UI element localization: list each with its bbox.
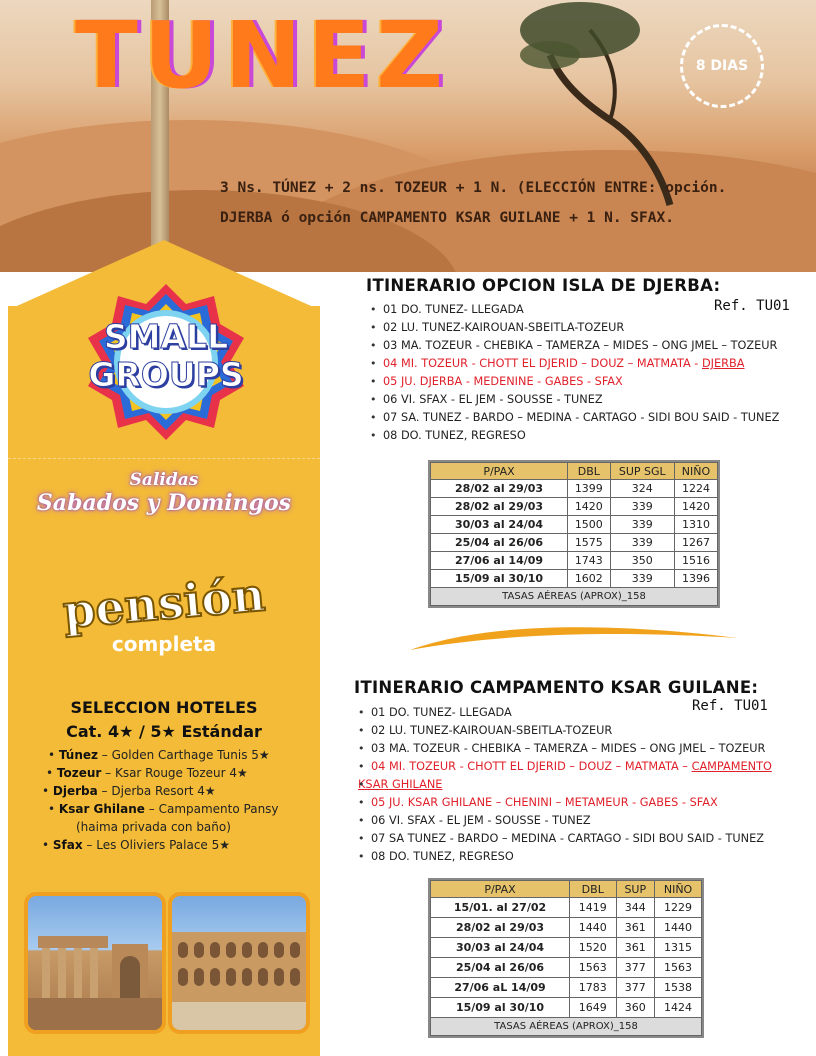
taxes-cell: TASAS AÉREAS (APROX)_158 bbox=[431, 1018, 702, 1036]
price-cell: 1396 bbox=[674, 570, 717, 588]
table-row bbox=[431, 978, 702, 998]
itinerary-day: • 07 SA. TUNEZ - BARDO – MEDINA - CARTAGO - SIDI BOU SAID - TUNEZ bbox=[370, 409, 779, 427]
price-cell: 339 bbox=[610, 516, 674, 534]
table-row bbox=[431, 534, 718, 552]
hotel-city: Ksar Ghilane bbox=[58, 802, 145, 816]
price-cell: 1575 bbox=[568, 534, 611, 552]
price-cell: 350 bbox=[610, 552, 674, 570]
period-cell: 25/04 al 26/06 bbox=[431, 534, 568, 552]
price-cell: 324 bbox=[610, 480, 674, 498]
hotel-city: Túnez bbox=[58, 748, 98, 762]
price-cell: 339 bbox=[610, 498, 674, 516]
itinerary-day: • 02 LU. TUNEZ-KAIROUAN-SBEITLA-TOZEUR bbox=[370, 319, 779, 337]
col-header: P/PAX bbox=[431, 463, 568, 480]
price-cell: 1419 bbox=[570, 898, 617, 918]
itinerary-day-highlight bbox=[358, 758, 772, 776]
panel-divider bbox=[8, 458, 320, 459]
logo-text bbox=[86, 318, 246, 394]
board-subtitle: completa bbox=[111, 632, 217, 656]
hero-banner bbox=[0, 0, 816, 272]
itinerary-day: • 02 LU. TUNEZ-KAIROUAN-SBEITLA-TOZEUR bbox=[358, 722, 772, 740]
period-cell: 30/03 al 24/04 bbox=[431, 516, 568, 534]
hotel-city: Sfax bbox=[52, 838, 83, 852]
table-footer-row bbox=[431, 588, 718, 606]
itinerary-day: • 03 MA. TOZEUR - CHEBIKA – TAMERZA – MIDES – ONG JMEL – TOZEUR bbox=[358, 740, 772, 758]
price-cell: 1229 bbox=[655, 898, 702, 918]
price-cell: 1310 bbox=[674, 516, 717, 534]
itinerary-day: • 03 MA. TOZEUR - CHEBIKA – TAMERZA – MIDES – ONG JMEL – TOZEUR bbox=[370, 337, 779, 355]
board-title: pensión bbox=[60, 567, 268, 639]
itinerary-day-destination: DJERBA bbox=[701, 357, 745, 370]
price-cell: 1440 bbox=[570, 918, 617, 938]
price-cell: 1743 bbox=[568, 552, 611, 570]
hotel-city: Djerba bbox=[52, 784, 98, 798]
table-row bbox=[431, 998, 702, 1018]
table-row bbox=[431, 958, 702, 978]
ksar-itinerary-list bbox=[358, 704, 772, 866]
logo-line-2: GROUPS bbox=[88, 355, 244, 394]
itinerary-day-text: 04 MI. TOZEUR - CHOTT EL DJERID – DOUZ – MATMATA - bbox=[383, 357, 702, 370]
price-cell: 1267 bbox=[674, 534, 717, 552]
hotels-category: Cat. 4★ / 5★ Estándar bbox=[66, 722, 262, 741]
table-row bbox=[431, 552, 718, 570]
price-cell: 1538 bbox=[655, 978, 702, 998]
hotel-name: – Les Oliviers Palace 5★ bbox=[82, 838, 231, 852]
period-cell: 27/06 al 14/09 bbox=[431, 552, 568, 570]
djerba-heading: ITINERARIO OPCION ISLA DE DJERBA: bbox=[366, 276, 721, 295]
itinerary-day: • 01 DO. TUNEZ- LLEGADA bbox=[358, 704, 772, 722]
price-cell: 339 bbox=[610, 534, 674, 552]
ksar-ref: Ref. TU01 bbox=[692, 698, 768, 714]
price-cell: 377 bbox=[616, 978, 655, 998]
colosseum-icon bbox=[172, 896, 306, 1030]
table-row bbox=[431, 480, 718, 498]
price-cell: 1520 bbox=[570, 938, 617, 958]
col-header: SUP bbox=[616, 881, 655, 898]
table-row bbox=[431, 498, 718, 516]
hero-subline-1: 3 Ns. TÚNEZ + 2 ns. TOZEUR + 1 N. (ELECCIÓN ENTRE: opción. bbox=[220, 180, 727, 196]
period-cell: 28/02 al 29/03 bbox=[431, 498, 568, 516]
djerba-ref: Ref. TU01 bbox=[714, 298, 790, 314]
itinerary-day-destination: KSAR GHILANE bbox=[358, 778, 443, 791]
price-cell: 377 bbox=[616, 958, 655, 978]
col-header: NIÑO bbox=[655, 881, 702, 898]
period-cell: 30/03 al 24/04 bbox=[431, 938, 570, 958]
colosseum-photo bbox=[168, 892, 310, 1034]
period-cell: 15/09 al 30/10 bbox=[431, 998, 570, 1018]
hotel-item: • Tozeur – Ksar Rouge Tozeur 4★ bbox=[46, 766, 248, 780]
table-header-row bbox=[431, 463, 718, 480]
temple-ruins-icon bbox=[28, 896, 162, 1030]
price-cell: 1399 bbox=[568, 480, 611, 498]
price-cell: 361 bbox=[616, 938, 655, 958]
price-cell: 344 bbox=[616, 898, 655, 918]
itinerary-day: • 08 DO. TUNEZ, REGRESO bbox=[358, 848, 772, 866]
price-cell: 1420 bbox=[568, 498, 611, 516]
itinerary-day: • 08 DO. TUNEZ, REGRESO bbox=[370, 427, 779, 445]
price-cell: 361 bbox=[616, 918, 655, 938]
price-cell: 360 bbox=[616, 998, 655, 1018]
period-cell: 15/09 al 30/10 bbox=[431, 570, 568, 588]
col-header: P/PAX bbox=[431, 881, 570, 898]
price-cell: 339 bbox=[610, 570, 674, 588]
hotel-name: – Ksar Rouge Tozeur 4★ bbox=[101, 766, 248, 780]
tree-icon bbox=[520, 0, 700, 210]
itinerary-day-highlight: • 05 JU. DJERBA - MEDENINE - GABES - SFAX bbox=[370, 373, 779, 391]
djerba-price-table bbox=[430, 462, 718, 606]
hotel-city: Tozeur bbox=[56, 766, 102, 780]
price-cell: 1602 bbox=[568, 570, 611, 588]
price-cell: 1563 bbox=[570, 958, 617, 978]
hotel-name: – Djerba Resort 4★ bbox=[97, 784, 216, 798]
table-row bbox=[431, 918, 702, 938]
decorative-swoosh bbox=[408, 620, 740, 660]
itinerary-day: • 06 VI. SFAX - EL JEM - SOUSSE - TUNEZ bbox=[358, 812, 772, 830]
period-cell: 28/02 al 29/03 bbox=[431, 918, 570, 938]
price-cell: 1649 bbox=[570, 998, 617, 1018]
period-cell: 25/04 al 26/06 bbox=[431, 958, 570, 978]
hotel-name: – Campamento Pansy bbox=[144, 802, 279, 816]
hotel-note: (haima privada con baño) bbox=[76, 820, 231, 834]
table-footer-row bbox=[431, 1018, 702, 1036]
itinerary-day: • 06 VI. SFAX - EL JEM - SOUSSE - TUNEZ bbox=[370, 391, 779, 409]
period-cell: 28/02 al 29/03 bbox=[431, 480, 568, 498]
col-header: DBL bbox=[568, 463, 611, 480]
djerba-itinerary-list bbox=[370, 301, 779, 445]
col-header: NIÑO bbox=[674, 463, 717, 480]
col-header: DBL bbox=[570, 881, 617, 898]
table-row bbox=[431, 938, 702, 958]
itinerary-day: • 07 SA TUNEZ - BARDO – MEDINA - CARTAGO - SIDI BOU SAID - TUNEZ bbox=[358, 830, 772, 848]
col-header: SUP SGL bbox=[610, 463, 674, 480]
hotel-item: • Ksar Ghilane – Campamento Pansy bbox=[48, 802, 279, 816]
hotel-item: • Djerba – Djerba Resort 4★ bbox=[42, 784, 216, 798]
price-cell: 1224 bbox=[674, 480, 717, 498]
ksar-price-table bbox=[430, 880, 702, 1036]
itinerary-day-highlight: • 05 JU. KSAR GHILANE – CHENINI – METAMEUR - GABES - SFAX bbox=[358, 794, 772, 812]
duration-badge: 8 DIAS bbox=[680, 24, 764, 108]
itinerary-day-continuation bbox=[358, 776, 772, 794]
price-cell: 1500 bbox=[568, 516, 611, 534]
price-cell: 1315 bbox=[655, 938, 702, 958]
table-row bbox=[431, 570, 718, 588]
period-cell: 27/06 aL 14/09 bbox=[431, 978, 570, 998]
departures-label: Salidas bbox=[129, 470, 199, 490]
logo-line-1: SMALL bbox=[103, 317, 229, 356]
table-row bbox=[431, 516, 718, 534]
itinerary-day-highlight bbox=[370, 355, 779, 373]
price-cell: 1783 bbox=[570, 978, 617, 998]
itinerary-day: • 01 DO. TUNEZ- LLEGADA bbox=[370, 301, 779, 319]
hotels-title: SELECCION HOTELES bbox=[70, 698, 258, 717]
price-cell: 1563 bbox=[655, 958, 702, 978]
table-header-row bbox=[431, 881, 702, 898]
itinerary-day-destination: CAMPAMENTO bbox=[691, 760, 772, 773]
hotel-name: – Golden Carthage Tunis 5★ bbox=[97, 748, 270, 762]
hero-subline-2: DJERBA ó opción CAMPAMENTO KSAR GUILANE + 1 N. SFAX. bbox=[220, 210, 674, 226]
table-row bbox=[431, 898, 702, 918]
departures-days: Sabados y Domingos bbox=[36, 490, 292, 516]
price-cell: 1424 bbox=[655, 998, 702, 1018]
hotel-item: • Sfax – Les Oliviers Palace 5★ bbox=[42, 838, 231, 852]
ksar-heading: ITINERARIO CAMPAMENTO KSAR GUILANE: bbox=[354, 678, 759, 697]
price-cell: 1420 bbox=[674, 498, 717, 516]
price-cell: 1516 bbox=[674, 552, 717, 570]
ruins-photo bbox=[24, 892, 166, 1034]
itinerary-day-text: 04 MI. TOZEUR - CHOTT EL DJERID – DOUZ – MATMATA – bbox=[371, 760, 692, 773]
departures-text bbox=[8, 470, 320, 516]
hotel-item: • Túnez – Golden Carthage Tunis 5★ bbox=[48, 748, 270, 762]
page-title: TUNEZ bbox=[75, 2, 450, 109]
period-cell: 15/01. al 27/02 bbox=[431, 898, 570, 918]
price-cell: 1440 bbox=[655, 918, 702, 938]
taxes-cell: TASAS AÉREAS (APROX)_158 bbox=[431, 588, 718, 606]
